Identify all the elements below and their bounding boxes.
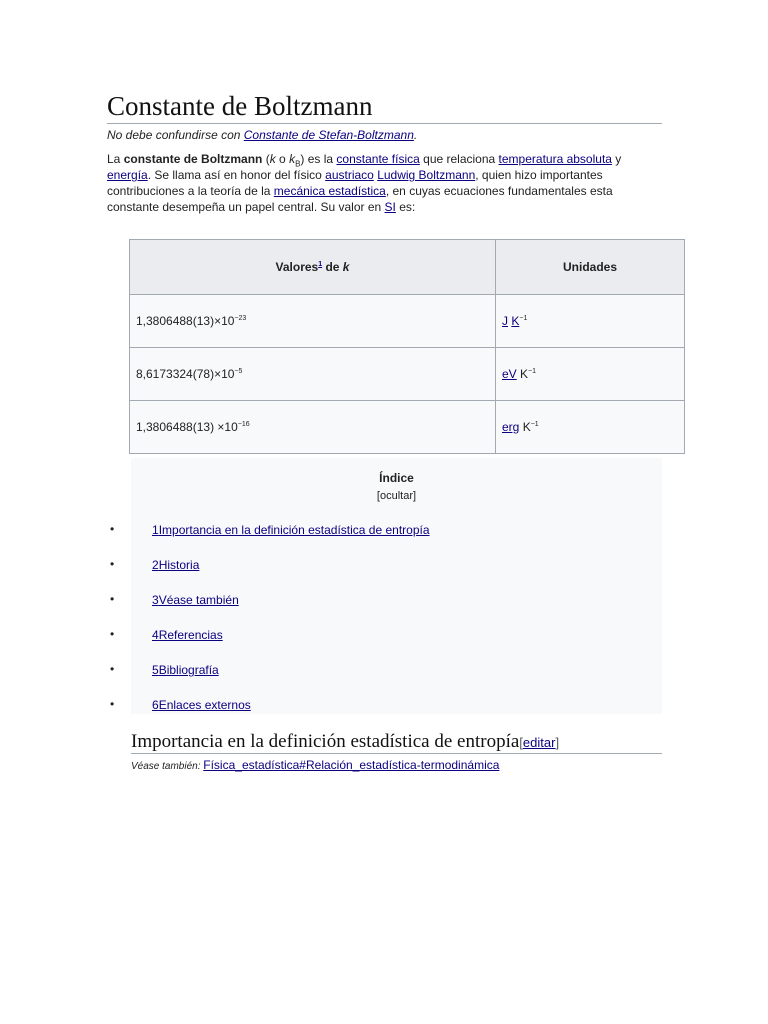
- see-also-note: [131, 758, 499, 772]
- table-row: [130, 401, 685, 454]
- intro-text: La: [107, 152, 124, 166]
- edit-bracket: [: [519, 735, 523, 750]
- bullet: •: [110, 662, 115, 676]
- toc-toggle[interactable]: [131, 490, 662, 502]
- value-mantissa: 1,3806488(13)×10: [136, 314, 235, 328]
- toc-item-number: 3: [152, 593, 159, 607]
- toc-toggle-label[interactable]: [ocultar]: [376, 490, 417, 502]
- bullet: •: [110, 697, 115, 711]
- header-values: [130, 240, 496, 295]
- table-row: [130, 295, 685, 348]
- intro-text: . Se llama así en honor del físico: [147, 168, 326, 182]
- toc-item-label: Referencias: [158, 628, 223, 642]
- unit-exponent: −1: [530, 421, 539, 428]
- value-cell: [130, 295, 496, 348]
- unit-exponent: −1: [528, 368, 537, 375]
- header-symbol-k: k: [342, 260, 350, 274]
- link-energia[interactable]: energía: [107, 168, 148, 182]
- table-header-row: [130, 240, 685, 295]
- units-cell: [496, 348, 685, 401]
- value-exponent: −5: [234, 368, 243, 375]
- intro-text: ) es la: [300, 152, 337, 166]
- bullet: •: [110, 557, 115, 571]
- values-table: [129, 239, 685, 454]
- header-values-text: de: [322, 260, 343, 274]
- see-also-label: Véase también:: [131, 761, 204, 772]
- unit-link-k[interactable]: K: [511, 314, 520, 328]
- toc-item-label: Historia: [158, 558, 200, 572]
- title-divider: [107, 123, 662, 124]
- page-title: Constante de Boltzmann: [107, 91, 373, 121]
- section-divider: [131, 753, 662, 754]
- symbol-kb-subscript: B: [295, 159, 301, 169]
- value-cell: [130, 348, 496, 401]
- toc-item[interactable]: [152, 628, 223, 642]
- hatnote-link[interactable]: Constante de Stefan-Boltzmann: [243, 128, 414, 142]
- link-austriaco[interactable]: austriaco: [325, 168, 374, 182]
- value-exponent: −16: [237, 421, 250, 428]
- hatnote-prefix: No debe confundirse con: [107, 128, 244, 142]
- unit-text-k: K: [520, 367, 529, 381]
- toc-item-number: 6: [152, 698, 159, 712]
- edit-link[interactable]: editar: [522, 735, 556, 750]
- toc-item-label: Véase también: [158, 593, 239, 607]
- toc-item-number: 5: [152, 663, 159, 677]
- toc-item-number: 1: [152, 523, 159, 537]
- link-si[interactable]: SI: [384, 200, 396, 214]
- intro-text: (: [262, 152, 270, 166]
- value-mantissa: 1,3806488(13) ×10: [136, 420, 238, 434]
- intro-bold-term: constante de Boltzmann: [123, 152, 263, 166]
- link-temperatura-absoluta[interactable]: temperatura absoluta: [498, 152, 612, 166]
- link-constante-fisica[interactable]: constante física: [336, 152, 420, 166]
- toc-item-number: 4: [152, 628, 159, 642]
- value-exponent: −23: [234, 315, 247, 322]
- intro-text: , en cuyas ecuaciones fundamentales esta constante desempeña un papel central. Su valor en: [107, 184, 613, 214]
- units-cell: [496, 401, 685, 454]
- intro-text: , quien hizo importantes contribuciones a la teoría de la: [107, 168, 603, 198]
- intro-paragraph: [107, 151, 662, 215]
- symbol-k: k: [269, 152, 276, 166]
- unit-exponent: −1: [519, 315, 528, 322]
- toc-item[interactable]: [152, 558, 199, 572]
- edit-bracket: ]: [555, 735, 560, 750]
- value-mantissa: 8,6173324(78)×10: [136, 367, 235, 381]
- table-row: [130, 348, 685, 401]
- toc-item-number: 2: [152, 558, 159, 572]
- toc-item-label: Enlaces externos: [158, 698, 251, 712]
- header-units: Unidades: [496, 240, 685, 295]
- unit-link-erg[interactable]: erg: [502, 420, 520, 434]
- bullet: •: [110, 627, 115, 641]
- section-heading-text: Importancia en la definición estadística de entropía: [131, 731, 520, 752]
- bullet: •: [110, 592, 115, 606]
- unit-link-j[interactable]: J: [502, 314, 508, 328]
- toc-item[interactable]: [152, 663, 219, 677]
- hatnote-suffix: .: [413, 128, 418, 142]
- header-values-text: Valores: [275, 260, 319, 274]
- toc-item[interactable]: [152, 523, 430, 537]
- intro-text: que relaciona: [419, 152, 499, 166]
- edit-section: [519, 735, 559, 750]
- symbol-kb: k: [289, 152, 296, 166]
- units-cell: [496, 295, 685, 348]
- unit-text-k: K: [522, 420, 531, 434]
- unit-link-ev[interactable]: eV: [502, 367, 517, 381]
- bullet: •: [110, 522, 115, 536]
- toc-item-label: Bibliografía: [158, 663, 219, 677]
- value-cell: [130, 401, 496, 454]
- intro-text: es:: [395, 200, 416, 214]
- intro-text: o: [275, 152, 290, 166]
- toc-item-label: Importancia en la definición estadística de entropía: [158, 523, 430, 537]
- toc-item[interactable]: [152, 698, 251, 712]
- section-heading: [131, 730, 559, 755]
- toc-item[interactable]: [152, 593, 239, 607]
- toc-title: Índice: [379, 471, 414, 485]
- see-also-link[interactable]: Física_estadística#Relación_estadística-termodinámica: [203, 758, 500, 772]
- link-mecanica-estadistica[interactable]: mecánica estadística: [273, 184, 386, 198]
- intro-text: y: [611, 152, 622, 166]
- link-ludwig-boltzmann[interactable]: Ludwig Boltzmann: [377, 168, 476, 182]
- reference-link[interactable]: 1: [318, 261, 323, 268]
- hatnote: [107, 128, 417, 142]
